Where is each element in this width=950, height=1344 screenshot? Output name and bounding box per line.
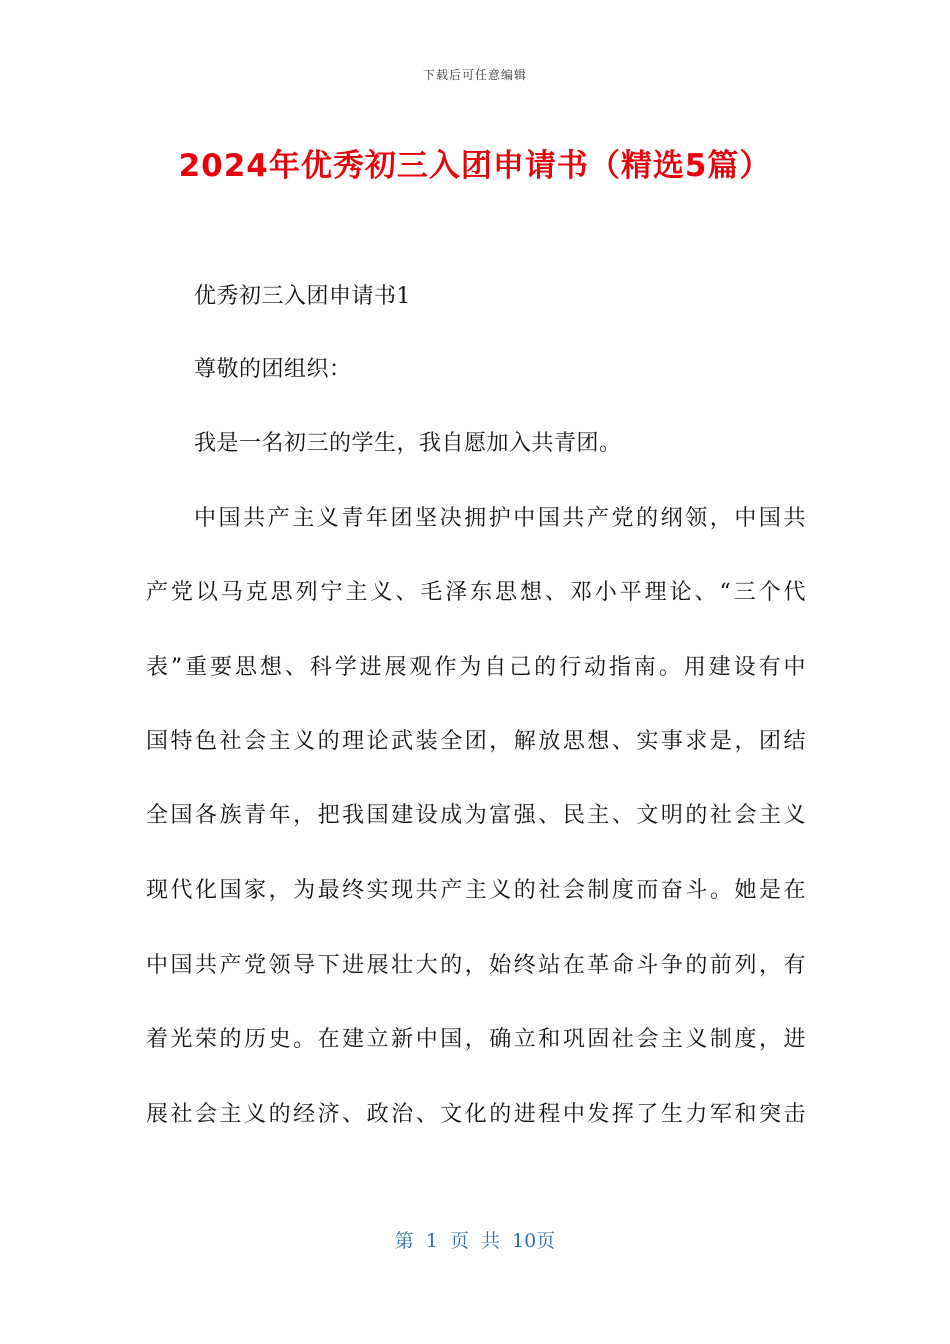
section-heading: 优秀初三入团申请书1 — [194, 284, 411, 309]
page-header-note: 下载后可任意编辑 — [422, 68, 527, 82]
paragraph-line: 中国共产主义青年团坚决拥护中国共产党的纲领，中国共 — [194, 506, 806, 531]
paragraph-line: 中国共产党领导下进展壮大的，始终站在革命斗争的前列，有 — [146, 953, 806, 978]
paragraph-line: 国特色社会主义的理论武装全团，解放思想、实事求是，团结 — [146, 729, 806, 754]
paragraph-line: 表”重要思想、科学进展观作为自己的行动指南。用建设有中 — [146, 655, 806, 680]
paragraph-line: 全国各族青年，把我国建设成为富强、民主、文明的社会主义 — [146, 803, 806, 828]
paragraph-line: 产党以马克思列宁主义、毛泽东思想、邓小平理论、“三个代 — [146, 580, 806, 605]
paragraph-line: 展社会主义的经济、政治、文化的进程中发挥了生力军和突击 — [146, 1102, 806, 1127]
document-title: 2024年优秀初三入团申请书（精选5篇） — [178, 148, 772, 184]
salutation: 尊敬的团组织： — [194, 357, 352, 382]
page-number-footer: 第 1 页 共 10页 — [394, 1230, 556, 1252]
paragraph-line: 现代化国家，为最终实现共产主义的社会制度而奋斗。她是在 — [146, 878, 806, 903]
paragraph-line: 着光荣的历史。在建立新中国，确立和巩固社会主义制度，进 — [146, 1027, 806, 1052]
intro-line: 我是一名初三的学生，我自愿加入共青团。 — [194, 431, 622, 456]
